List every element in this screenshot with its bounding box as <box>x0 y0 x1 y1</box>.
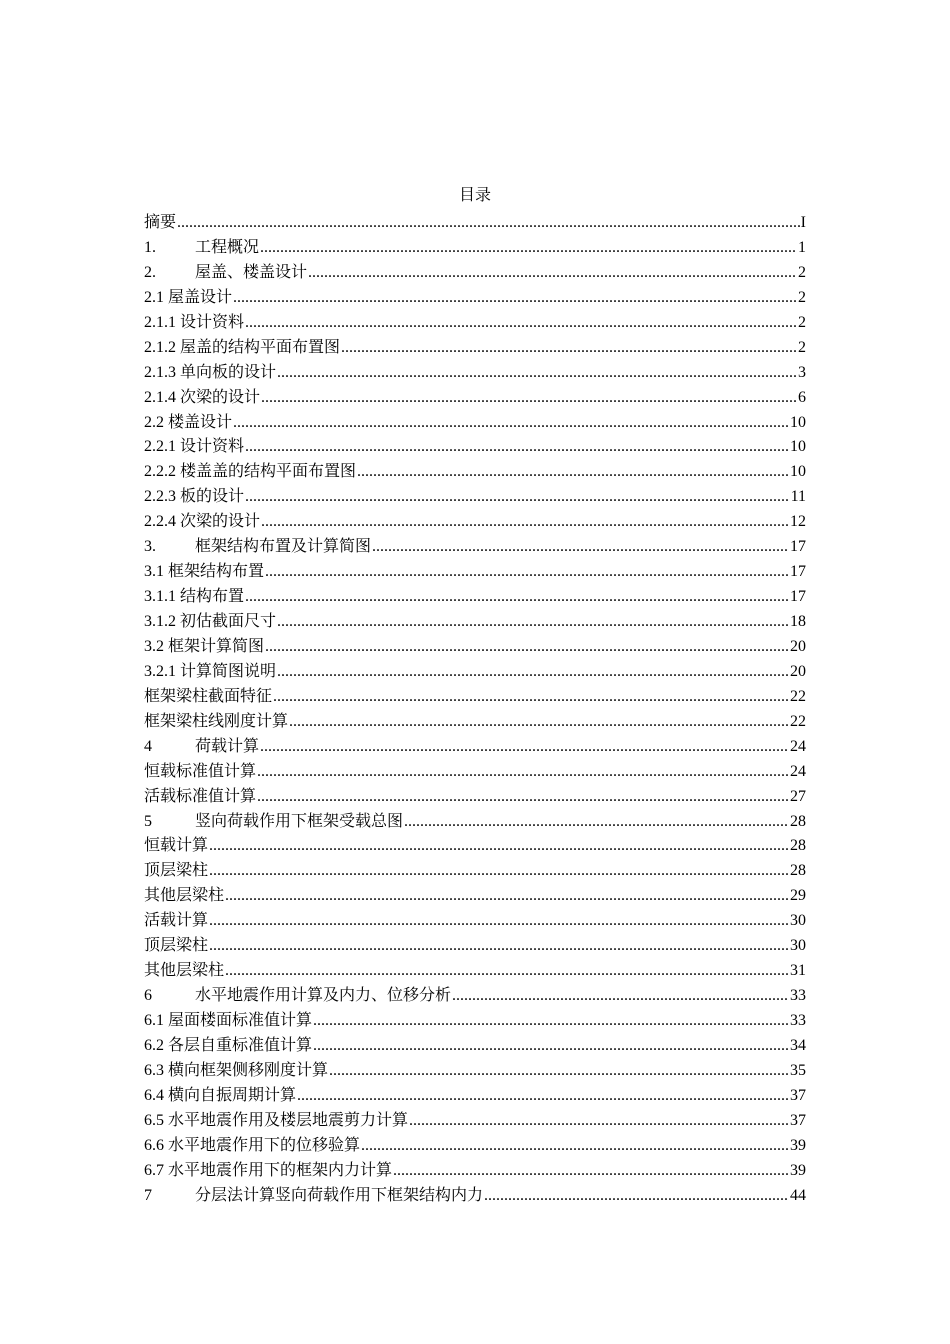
toc-dot-leader <box>277 660 789 685</box>
toc-entry-title: 3.2 框架计算简图 <box>144 637 265 655</box>
toc-entry-page-number: 17 <box>790 538 806 556</box>
toc-entry[interactable] <box>144 236 806 261</box>
toc-dot-leader <box>209 909 789 934</box>
toc-entry-page-number: 2 <box>798 263 806 281</box>
toc-entry-title: 6.3 横向框架侧移刚度计算 <box>144 1061 329 1079</box>
toc-entry[interactable] <box>144 909 806 934</box>
toc-entry-title: 活载标准值计算 <box>144 787 257 805</box>
toc-entry[interactable] <box>144 311 806 336</box>
toc-entry-title: 活载计算 <box>144 912 209 930</box>
toc-dot-leader <box>209 934 789 959</box>
toc-entry[interactable] <box>144 261 806 286</box>
toc-entry-title: 恒载标准值计算 <box>144 762 257 780</box>
toc-entry-page-number: 24 <box>790 762 806 780</box>
toc-entry[interactable] <box>144 1084 806 1109</box>
toc-entry-title: 框架梁柱线刚度计算 <box>144 712 289 730</box>
toc-entry-page-number: 2 <box>798 338 806 356</box>
toc-dot-leader <box>257 785 789 810</box>
toc-entry-title: 恒载计算 <box>144 837 209 855</box>
toc-entry-page-number: 3 <box>798 363 806 381</box>
toc-entry[interactable] <box>144 435 806 460</box>
toc-entry[interactable] <box>144 1134 806 1159</box>
toc-dot-leader <box>265 560 789 585</box>
toc-entry-page-number: 31 <box>790 962 806 980</box>
toc-entry-title: 顶层梁柱 <box>144 862 209 880</box>
toc-dot-leader <box>257 760 789 785</box>
toc-entry[interactable] <box>144 810 806 835</box>
toc-entry[interactable] <box>144 336 806 361</box>
toc-dot-leader <box>233 286 797 311</box>
toc-entry-title: 其他层梁柱 <box>144 962 225 980</box>
toc-dot-leader <box>209 859 789 884</box>
toc-dot-leader <box>404 810 789 835</box>
toc-entry-page-number: 10 <box>790 438 806 456</box>
toc-entry-page-number: 1 <box>798 238 806 256</box>
toc-dot-leader <box>393 1159 789 1184</box>
toc-entry-number: 3. <box>144 538 156 556</box>
toc-entry-page-number: 35 <box>790 1061 806 1079</box>
toc-entry-page-number: 33 <box>790 1012 806 1029</box>
toc-entry-title: 6.2 各层自重标准值计算 <box>144 1036 313 1054</box>
toc-entry-title: 摘要 <box>144 214 177 231</box>
toc-entry-page-number: 22 <box>790 712 806 730</box>
toc-entry-page-number: 39 <box>790 1161 806 1179</box>
toc-entry-title: 2.1.4 次梁的设计 <box>144 388 261 406</box>
toc-entry-page-number: 27 <box>790 787 806 805</box>
toc-entry-title: 3.1.1 结构布置 <box>144 588 245 606</box>
toc-entry[interactable] <box>144 884 806 909</box>
toc-entry-page-number: 20 <box>790 637 806 655</box>
toc-dot-leader <box>245 485 790 510</box>
toc-dot-leader <box>245 311 797 336</box>
toc-entry-page-number: 12 <box>790 513 806 531</box>
toc-entry[interactable] <box>144 1109 806 1134</box>
toc-entry[interactable] <box>144 610 806 635</box>
toc-entry-page-number: 37 <box>790 1111 806 1129</box>
toc-entry[interactable] <box>144 1059 806 1084</box>
toc-entry-title: 6.7 水平地震作用下的框架内力计算 <box>144 1161 393 1179</box>
toc-entry[interactable] <box>144 859 806 884</box>
toc-entry-title: 6.5 水平地震作用及楼层地震剪力计算 <box>144 1111 409 1129</box>
toc-entry-page-number: 10 <box>790 463 806 481</box>
toc-entry[interactable] <box>144 834 806 859</box>
toc-entry-title: 竖向荷载作用下框架受载总图 <box>195 812 404 830</box>
toc-entry[interactable] <box>144 785 806 810</box>
toc-entry-page-number: 17 <box>790 563 806 581</box>
toc-dot-leader <box>225 959 789 984</box>
toc-entry[interactable] <box>144 1159 806 1184</box>
toc-entry-number: 6 <box>144 987 152 1005</box>
toc-entry-title: 6.6 水平地震作用下的位移验算 <box>144 1136 361 1154</box>
toc-entry-page-number: 10 <box>790 413 806 431</box>
toc-entry[interactable] <box>144 286 806 311</box>
toc-entry-title: 2.2 楼盖设计 <box>144 413 233 431</box>
toc-entry-page-number: 2 <box>798 288 806 306</box>
toc-entry-page-number: 37 <box>790 1086 806 1104</box>
toc-entry-number: 2. <box>144 263 156 281</box>
toc-entry-page-number: 6 <box>798 388 806 406</box>
toc-entry[interactable] <box>144 585 806 610</box>
toc-entry[interactable] <box>144 984 806 1009</box>
toc-entry[interactable] <box>144 710 806 735</box>
toc-entry[interactable] <box>144 211 806 236</box>
toc-entry[interactable] <box>144 411 806 436</box>
toc-entry-page-number: 28 <box>790 837 806 855</box>
toc-dot-leader <box>409 1109 789 1134</box>
toc-entry[interactable] <box>144 510 806 535</box>
toc-entry-number: 1. <box>144 238 156 256</box>
toc-dot-leader <box>361 1134 789 1159</box>
toc-entry-title: 其他层梁柱 <box>144 887 225 905</box>
toc-dot-leader <box>245 435 789 460</box>
toc-dot-leader <box>261 510 789 535</box>
toc-entry-number: 5 <box>144 812 152 830</box>
toc-entry-title: 2.2.3 板的设计 <box>144 488 245 506</box>
toc-dot-leader <box>177 211 800 236</box>
toc-entry-title: 荷载计算 <box>195 737 260 755</box>
toc-dot-leader <box>277 361 797 386</box>
toc-entry[interactable] <box>144 959 806 984</box>
toc-entry-title: 2.2.2 楼盖盖的结构平面布置图 <box>144 463 357 481</box>
toc-dot-leader <box>265 635 789 660</box>
toc-entry[interactable] <box>144 1009 806 1034</box>
toc-dot-leader <box>341 336 797 361</box>
toc-dot-leader <box>273 685 789 710</box>
toc-dot-leader <box>372 535 789 560</box>
toc-entry-title: 框架结构布置及计算简图 <box>195 538 372 556</box>
toc-entry-page-number: 30 <box>790 937 806 955</box>
toc-dot-leader <box>245 585 789 610</box>
toc-entry[interactable] <box>144 1184 806 1209</box>
toc-entry-title: 框架梁柱截面特征 <box>144 687 273 705</box>
toc-entry-title: 2.1 屋盖设计 <box>144 288 233 306</box>
toc-entry-page-number: 29 <box>790 887 806 905</box>
toc-dot-leader <box>297 1084 789 1109</box>
toc-entry[interactable] <box>144 660 806 685</box>
toc-dot-leader <box>225 884 789 909</box>
toc-dot-leader <box>233 411 789 436</box>
toc-entry-title: 2.2.4 次梁的设计 <box>144 513 261 531</box>
toc-entry-page-number: I <box>800 214 806 231</box>
toc-entry[interactable] <box>144 485 806 510</box>
toc-entry-page-number: 24 <box>790 737 806 755</box>
toc-entry-title: 屋盖、楼盖设计 <box>195 263 308 281</box>
toc-entry-title: 2.2.1 设计资料 <box>144 438 245 456</box>
toc-entry[interactable] <box>144 635 806 660</box>
toc-entry-title: 顶层梁柱 <box>144 937 209 955</box>
toc-dot-leader <box>308 261 797 286</box>
toc-entry-page-number: 20 <box>790 662 806 680</box>
toc-entry-title: 3.1.2 初估截面尺寸 <box>144 613 277 630</box>
toc-entry[interactable] <box>144 386 806 411</box>
toc-entry-number: 7 <box>144 1186 152 1204</box>
toc-entry-page-number: 28 <box>790 812 806 830</box>
toc-dot-leader <box>260 735 789 760</box>
toc-entry[interactable] <box>144 934 806 959</box>
toc-entry-page-number: 33 <box>790 987 806 1005</box>
toc-entry[interactable] <box>144 735 806 760</box>
toc-entry-title: 2.1.1 设计资料 <box>144 313 245 331</box>
toc-entry-title: 分层法计算竖向荷载作用下框架结构内力 <box>195 1186 484 1204</box>
toc-entry-page-number: 30 <box>790 912 806 930</box>
toc-dot-leader <box>313 1034 789 1059</box>
toc-entry-title: 工程概况 <box>195 238 260 256</box>
toc-entry-number: 4 <box>144 737 152 755</box>
toc-entry[interactable] <box>144 1034 806 1059</box>
toc-entry-page-number: 39 <box>790 1136 806 1154</box>
toc-entry[interactable] <box>144 535 806 560</box>
toc-dot-leader <box>209 834 789 859</box>
toc-entry-page-number: 18 <box>790 613 806 630</box>
toc-entry[interactable] <box>144 560 806 585</box>
toc-entry[interactable] <box>144 460 806 485</box>
toc-dot-leader <box>484 1184 789 1209</box>
toc-dot-leader <box>329 1059 789 1084</box>
toc-list <box>144 211 806 1209</box>
toc-entry-page-number: 17 <box>790 588 806 606</box>
toc-entry-page-number: 22 <box>790 687 806 705</box>
toc-dot-leader <box>313 1009 789 1034</box>
toc-entry[interactable] <box>144 760 806 785</box>
toc-entry-page-number: 2 <box>798 313 806 331</box>
toc-entry-page-number: 44 <box>790 1186 806 1204</box>
toc-entry-title: 2.1.2 屋盖的结构平面布置图 <box>144 338 341 356</box>
toc-entry-page-number: 34 <box>790 1036 806 1054</box>
toc-entry[interactable] <box>144 361 806 386</box>
toc-dot-leader <box>452 984 789 1009</box>
toc-dot-leader <box>277 610 789 635</box>
toc-entry-title: 6.1 屋面楼面标准值计算 <box>144 1012 313 1029</box>
toc-entry-title: 3.2.1 计算简图说明 <box>144 662 277 680</box>
toc-entry-title: 2.1.3 单向板的设计 <box>144 363 277 381</box>
toc-entry[interactable] <box>144 685 806 710</box>
toc-dot-leader <box>261 386 797 411</box>
toc-entry-title: 水平地震作用计算及内力、位移分析 <box>195 987 452 1005</box>
toc-dot-leader <box>260 236 797 261</box>
toc-entry-page-number: 28 <box>790 862 806 880</box>
toc-dot-leader <box>357 460 789 485</box>
toc-title: 目录 <box>458 187 491 204</box>
toc-entry-title: 3.1 框架结构布置 <box>144 563 265 581</box>
toc-entry-page-number: 11 <box>790 488 806 506</box>
toc-dot-leader <box>289 710 789 735</box>
toc-entry-title: 6.4 横向自振周期计算 <box>144 1086 297 1104</box>
